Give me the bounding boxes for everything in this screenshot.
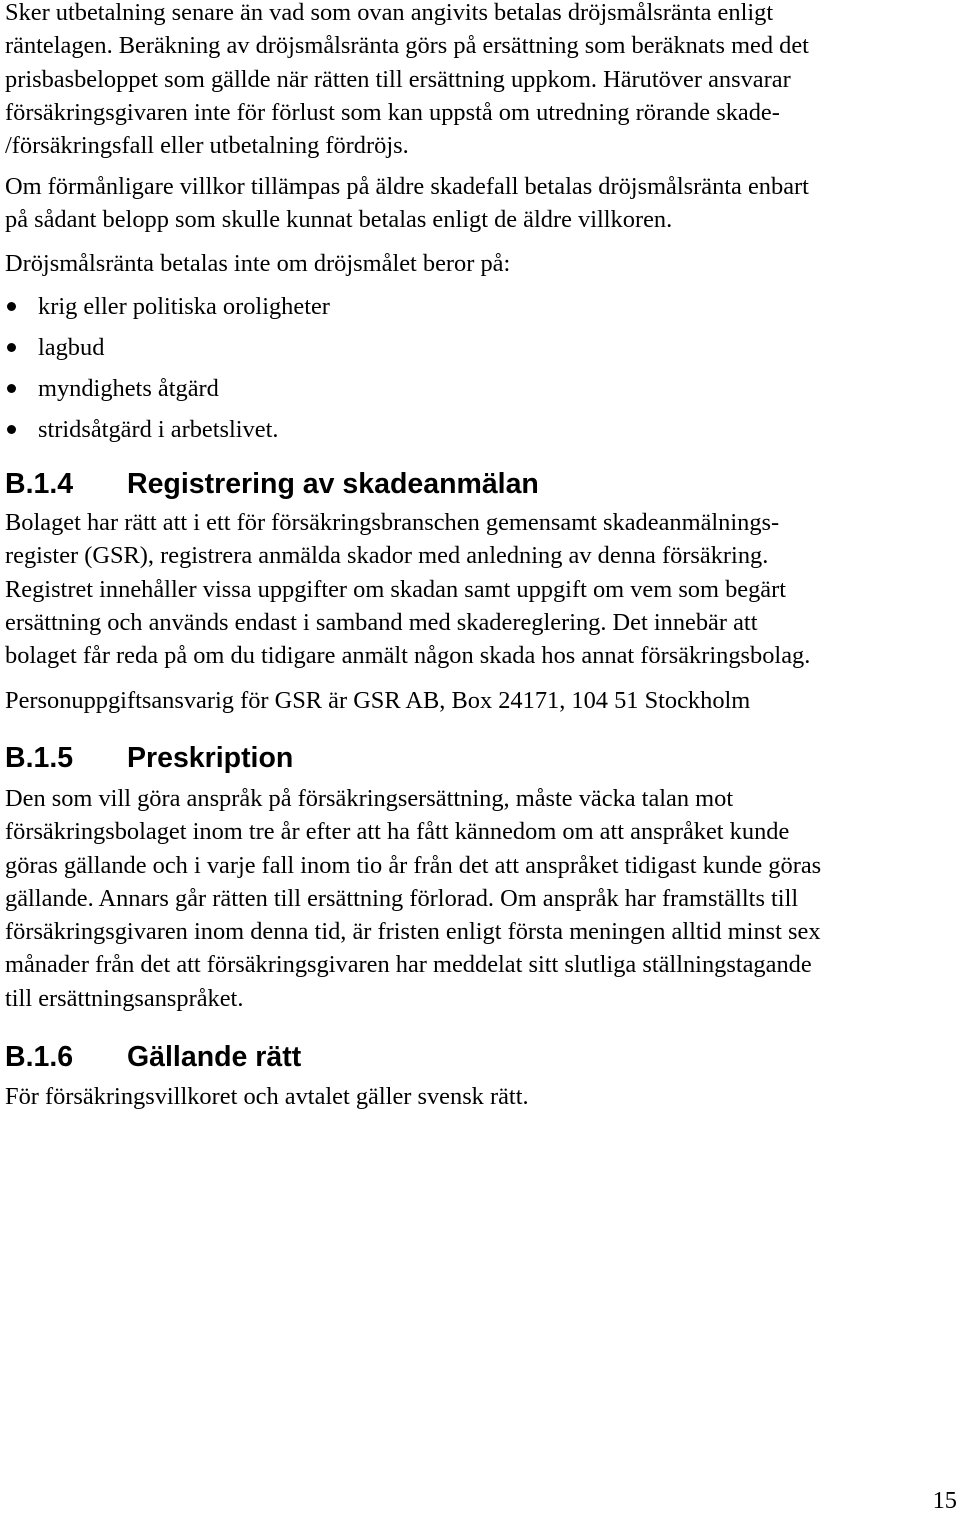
bullet-icon [7, 425, 16, 434]
bullet-item [5, 368, 330, 409]
paragraph-older-claims [5, 170, 809, 237]
bullet-text: lagbud [38, 333, 105, 361]
page-number: 15 [932, 1487, 957, 1514]
paragraph-exceptions-intro [5, 247, 510, 280]
bullet-icon [7, 343, 16, 352]
text-line: Registret innehåller vissa uppgifter om skadan samt uppgift om vem som begärt [5, 575, 787, 603]
section-number: B.1.5 [5, 742, 74, 774]
text-line: För försäkringsvillkoret och avtalet gäller svensk rätt. [5, 1083, 529, 1110]
bullet-text: stridsåtgärd i arbetslivet. [38, 415, 279, 443]
bullet-icon [7, 302, 16, 311]
text-line: Bolaget har rätt att i ett för försäkringsbranschen gemensamt skadeanmälnings- [5, 509, 780, 536]
text-line: prisbasbeloppet som gällde när rätten till ersättning uppkom. Härutöver ansvarar [5, 65, 791, 93]
text-line: räntelagen. Beräkning av dröjsmålsränta görs på ersättning som beräknats med det [5, 32, 809, 60]
paragraph-prescription [5, 782, 821, 1015]
paragraph-data-controller [5, 684, 750, 717]
text-line: göras gällande och i varje fall inom tio år från det att anspråket tidigast kunde göras [5, 851, 822, 879]
text-line: gällande. Annars går rätten till ersättning förlorad. Om anspråk har framställts till [5, 884, 799, 912]
bullet-item [5, 327, 330, 368]
paragraph-applicable-law [5, 1080, 529, 1113]
section-title: Preskription [127, 742, 294, 774]
section-heading-b14 [5, 466, 539, 502]
bullet-text: myndighets åtgärd [38, 374, 219, 402]
text-line: Den som vill göra anspråk på försäkringsersättning, måste väcka talan mot [5, 785, 734, 812]
section-title: Gällande rätt [127, 1041, 302, 1073]
text-line: till ersättningsanspråket. [5, 984, 244, 1012]
bullet-item [5, 409, 330, 450]
exceptions-bullet-list [5, 286, 330, 450]
section-heading-b15 [5, 740, 293, 776]
paragraph-late-payment-interest [5, 0, 809, 162]
text-line: bolaget får reda på om du tidigare anmält någon skada hos annat försäkringsbolag. [5, 642, 811, 670]
section-number: B.1.6 [5, 1041, 74, 1073]
text-line: ersättning och används endast i samband med skadereglering. Det innebär att [5, 608, 758, 636]
text-line: Dröjsmålsränta betalas inte om dröjsmålet beror på: [5, 250, 511, 277]
bullet-item [5, 286, 330, 327]
section-number: B.1.4 [5, 468, 74, 500]
text-line: försäkringsgivaren inte för förlust som kan uppstå om utredning rörande skade- [5, 98, 780, 126]
text-line: Sker utbetalning senare än vad som ovan angivits betalas dröjsmålsränta enligt [5, 0, 774, 26]
text-line: /försäkringsfall eller utbetalning fördröjs. [5, 132, 409, 160]
text-line: Om förmånligare villkor tillämpas på äldre skadefall betalas dröjsmålsränta enbart [5, 173, 809, 200]
bullet-text: krig eller politiska oroligheter [38, 292, 330, 320]
text-line: försäkringsbolaget inom tre år efter att ha fått kännedom om att anspråket kunde [5, 818, 790, 846]
text-line: försäkringsgivaren inom denna tid, är fristen enligt första meningen alltid minst sex [5, 918, 821, 946]
text-line: Personuppgiftsansvarig för GSR är GSR AB, Box 24171, 104 51 Stockholm [5, 687, 751, 714]
text-line: på sådant belopp som skulle kunnat betalas enligt de äldre villkoren. [5, 206, 673, 234]
paragraph-gsr-register [5, 506, 810, 672]
text-line: månader från det att försäkringsgivaren har meddelat sitt slutliga ställningstagande [5, 951, 812, 979]
section-title: Registrering av skadeanmälan [127, 468, 539, 500]
text-line: register (GSR), registrera anmälda skador med anledning av denna försäkring. [5, 542, 769, 570]
section-heading-b16 [5, 1039, 301, 1075]
bullet-icon [7, 384, 16, 393]
